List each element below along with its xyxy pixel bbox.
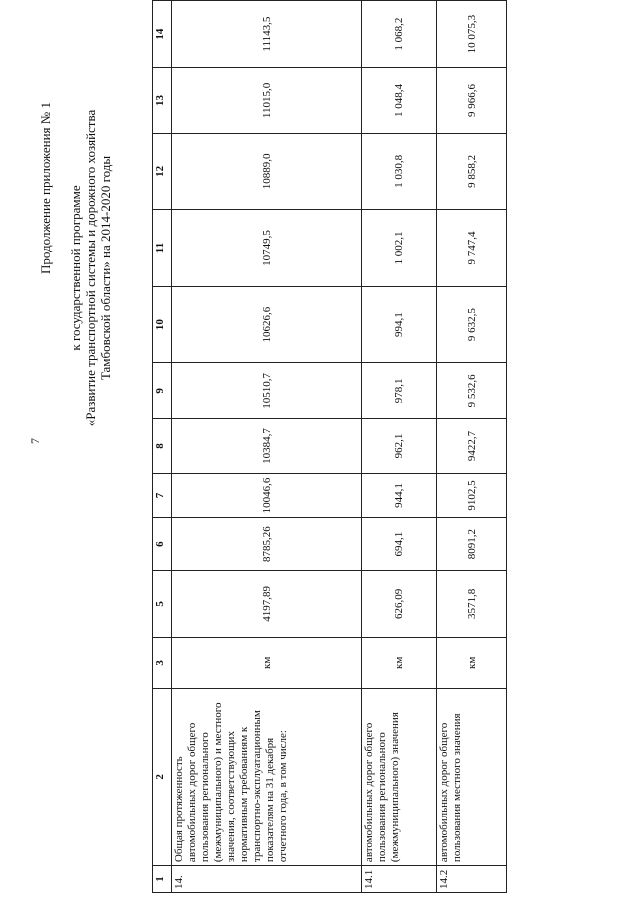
- header-col-8: 8: [153, 419, 172, 473]
- header-continuation: Продолжение приложения № 1: [38, 102, 53, 274]
- row-value: 694,1: [362, 518, 437, 570]
- row-value: 1 002,1: [362, 210, 437, 287]
- row-value: 10384,7: [172, 419, 362, 473]
- row-value: 10626,6: [172, 286, 362, 363]
- row-value: 1 048,4: [362, 68, 437, 133]
- header-line-4: Тамбовской области» на 2014-2020 годы: [98, 155, 113, 381]
- header-col-1: 1: [153, 866, 172, 893]
- header-col-6: 6: [153, 518, 172, 570]
- row-value: 944,1: [362, 473, 437, 518]
- row-value: 9 532,6: [437, 363, 507, 419]
- row-value: 4197,89: [172, 570, 362, 637]
- page-number: 7: [28, 438, 42, 444]
- row-unit: км: [362, 637, 437, 688]
- header-col-13: 13: [153, 68, 172, 133]
- header-line-3: «Развитие транспортной системы и дорожного хозяйства: [83, 109, 98, 427]
- row-value: 10510,7: [172, 363, 362, 419]
- header-col-3: 3: [153, 637, 172, 688]
- row-value: 10046,6: [172, 473, 362, 518]
- row-number: 14.2: [437, 866, 507, 893]
- table-row: [362, 1, 437, 893]
- row-unit: км: [437, 637, 507, 688]
- row-value: 10749,5: [172, 210, 362, 287]
- row-value: 11143,5: [172, 1, 362, 68]
- row-value: 11015,0: [172, 68, 362, 133]
- row-value: 9 966,6: [437, 68, 507, 133]
- row-value: 9 747,4: [437, 210, 507, 287]
- table-header-row: [153, 1, 172, 893]
- table-row: [172, 1, 362, 893]
- row-value: 10889,0: [172, 133, 362, 210]
- header-col-9: 9: [153, 363, 172, 419]
- row-value: 9 858,2: [437, 133, 507, 210]
- header-line-2: к государственной программе: [68, 185, 83, 351]
- row-value: 626,09: [362, 570, 437, 637]
- row-unit: км: [172, 637, 362, 688]
- header-col-14: 14: [153, 1, 172, 68]
- row-value: 10 075,3: [437, 1, 507, 68]
- header-col-2: 2: [153, 688, 172, 865]
- header-col-5: 5: [153, 570, 172, 637]
- row-name: Общая протяженность автомобильных дорог общего пользования регионального (межмуниципального) и местного значения, соответствующих нормативным требованиям к транспортно-эксплуатационным показателям на 31 декабря отчетного года, в том числе:: [172, 688, 362, 865]
- indicators-table: [152, 0, 507, 893]
- row-value: 3571,8: [437, 570, 507, 637]
- row-value: 8091,2: [437, 518, 507, 570]
- row-value: 9 632,5: [437, 286, 507, 363]
- row-value: 962,1: [362, 419, 437, 473]
- table-row: [437, 1, 507, 893]
- row-value: 9102,5: [437, 473, 507, 518]
- row-value: 978,1: [362, 363, 437, 419]
- header-program: [68, 58, 113, 478]
- header-col-7: 7: [153, 473, 172, 518]
- row-value: 1 030,8: [362, 133, 437, 210]
- header-col-10: 10: [153, 286, 172, 363]
- row-value: 1 068,2: [362, 1, 437, 68]
- row-name: автомобильных дорог общего пользования местного значения: [437, 688, 507, 865]
- row-value: 8785,26: [172, 518, 362, 570]
- row-number: 14.: [172, 866, 362, 893]
- row-value: 9422,7: [437, 419, 507, 473]
- row-number: 14.1: [362, 866, 437, 893]
- row-value: 994,1: [362, 286, 437, 363]
- header-col-11: 11: [153, 210, 172, 287]
- header-col-12: 12: [153, 133, 172, 210]
- row-name: автомобильных дорог общего пользования регионального (межмуниципального) значения: [362, 688, 437, 865]
